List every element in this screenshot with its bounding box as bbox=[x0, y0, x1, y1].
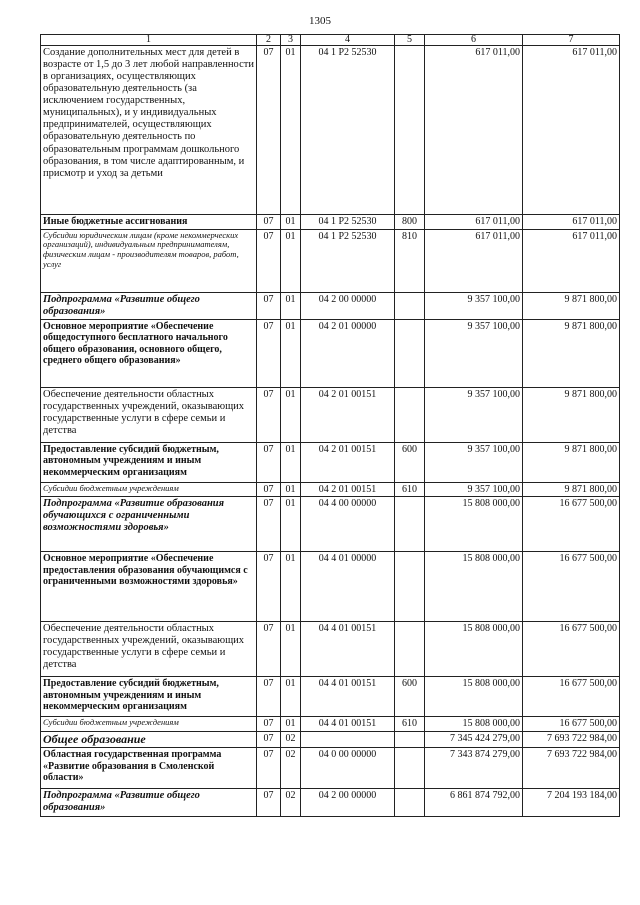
row-amount-col7: 9 871 800,00 bbox=[523, 482, 620, 497]
row-name: Подпрограмма «Развитие общего образования» bbox=[41, 789, 257, 816]
row-amount-col7: 9 871 800,00 bbox=[523, 319, 620, 387]
row-section-code: 07 bbox=[257, 677, 281, 717]
column-header: 7 bbox=[523, 35, 620, 46]
row-amount-col6: 15 808 000,00 bbox=[425, 552, 523, 622]
table-row bbox=[41, 717, 620, 732]
row-subsection-code: 01 bbox=[281, 215, 301, 230]
row-expense-type bbox=[395, 748, 425, 789]
row-target-article: 04 0 00 00000 bbox=[301, 748, 395, 789]
row-section-code: 07 bbox=[257, 789, 281, 816]
row-name: Предоставление субсидий бюджетным, автономным учреждениям и иным некоммерческим организациям bbox=[41, 677, 257, 717]
row-subsection-code: 01 bbox=[281, 387, 301, 442]
row-target-article: 04 4 01 00151 bbox=[301, 622, 395, 677]
row-section-code: 07 bbox=[257, 552, 281, 622]
table-row bbox=[41, 292, 620, 319]
row-amount-col7: 16 677 500,00 bbox=[523, 677, 620, 717]
row-name: Предоставление субсидий бюджетным, автономным учреждениям и иным некоммерческим организациям bbox=[41, 442, 257, 482]
row-target-article: 04 4 01 00151 bbox=[301, 677, 395, 717]
row-amount-col7: 16 677 500,00 bbox=[523, 717, 620, 732]
row-amount-col7: 9 871 800,00 bbox=[523, 292, 620, 319]
row-section-code: 07 bbox=[257, 748, 281, 789]
column-header: 2 bbox=[257, 35, 281, 46]
row-amount-col6: 617 011,00 bbox=[425, 46, 523, 215]
row-amount-col6: 617 011,00 bbox=[425, 229, 523, 292]
row-subsection-code: 01 bbox=[281, 442, 301, 482]
row-amount-col6: 15 808 000,00 bbox=[425, 622, 523, 677]
table-row bbox=[41, 552, 620, 622]
row-target-article: 04 2 00 00000 bbox=[301, 292, 395, 319]
row-expense-type: 600 bbox=[395, 442, 425, 482]
table-row bbox=[41, 622, 620, 677]
row-subsection-code: 01 bbox=[281, 292, 301, 319]
table-body bbox=[41, 46, 620, 817]
row-expense-type bbox=[395, 789, 425, 816]
row-amount-col6: 9 357 100,00 bbox=[425, 292, 523, 319]
row-amount-col6: 15 808 000,00 bbox=[425, 677, 523, 717]
row-expense-type: 810 bbox=[395, 229, 425, 292]
row-section-code: 07 bbox=[257, 622, 281, 677]
row-expense-type: 800 bbox=[395, 215, 425, 230]
column-header: 4 bbox=[301, 35, 395, 46]
row-subsection-code: 02 bbox=[281, 789, 301, 816]
row-target-article bbox=[301, 731, 395, 748]
row-section-code: 07 bbox=[257, 46, 281, 215]
table-row bbox=[41, 497, 620, 552]
row-section-code: 07 bbox=[257, 717, 281, 732]
row-section-code: 07 bbox=[257, 731, 281, 748]
row-subsection-code: 01 bbox=[281, 46, 301, 215]
row-section-code: 07 bbox=[257, 387, 281, 442]
row-subsection-code: 02 bbox=[281, 748, 301, 789]
row-name: Субсидии юридическим лицам (кроме некоммерческих организаций), индивидуальным предпринимателям, физическим лицам - производителям товаров, работ, услуг bbox=[41, 229, 257, 292]
row-name: Обеспечение деятельности областных государственных учреждений, оказывающих государственные услуги в сфере семьи и детства bbox=[41, 387, 257, 442]
row-expense-type: 600 bbox=[395, 677, 425, 717]
row-section-code: 07 bbox=[257, 292, 281, 319]
row-expense-type bbox=[395, 622, 425, 677]
row-amount-col7: 16 677 500,00 bbox=[523, 622, 620, 677]
row-amount-col6: 9 357 100,00 bbox=[425, 387, 523, 442]
row-amount-col6: 6 861 874 792,00 bbox=[425, 789, 523, 816]
row-amount-col6: 15 808 000,00 bbox=[425, 497, 523, 552]
row-subsection-code: 01 bbox=[281, 497, 301, 552]
row-amount-col7: 617 011,00 bbox=[523, 229, 620, 292]
table-row bbox=[41, 229, 620, 292]
row-target-article: 04 1 Р2 52530 bbox=[301, 215, 395, 230]
row-amount-col6: 9 357 100,00 bbox=[425, 442, 523, 482]
row-subsection-code: 02 bbox=[281, 731, 301, 748]
row-section-code: 07 bbox=[257, 319, 281, 387]
table-row bbox=[41, 215, 620, 230]
row-expense-type bbox=[395, 46, 425, 215]
table-row bbox=[41, 482, 620, 497]
row-subsection-code: 01 bbox=[281, 717, 301, 732]
row-target-article: 04 4 00 00000 bbox=[301, 497, 395, 552]
row-amount-col7: 7 204 193 184,00 bbox=[523, 789, 620, 816]
row-amount-col7: 7 693 722 984,00 bbox=[523, 748, 620, 789]
row-section-code: 07 bbox=[257, 229, 281, 292]
page-number: 1305 bbox=[309, 15, 331, 27]
row-target-article: 04 4 01 00000 bbox=[301, 552, 395, 622]
row-name: Областная государственная программа «Развитие образования в Смоленской области» bbox=[41, 748, 257, 789]
column-header: 1 bbox=[41, 35, 257, 46]
row-name: Подпрограмма «Развитие общего образования» bbox=[41, 292, 257, 319]
row-target-article: 04 2 00 00000 bbox=[301, 789, 395, 816]
row-subsection-code: 01 bbox=[281, 552, 301, 622]
table-row bbox=[41, 789, 620, 816]
row-amount-col7: 617 011,00 bbox=[523, 46, 620, 215]
table-row bbox=[41, 731, 620, 748]
row-target-article: 04 1 Р2 52530 bbox=[301, 229, 395, 292]
row-expense-type bbox=[395, 497, 425, 552]
row-subsection-code: 01 bbox=[281, 319, 301, 387]
column-header: 3 bbox=[281, 35, 301, 46]
table-row bbox=[41, 46, 620, 215]
row-amount-col7: 9 871 800,00 bbox=[523, 387, 620, 442]
row-amount-col7: 7 693 722 984,00 bbox=[523, 731, 620, 748]
row-name: Иные бюджетные ассигнования bbox=[41, 215, 257, 230]
row-expense-type bbox=[395, 319, 425, 387]
row-amount-col6: 617 011,00 bbox=[425, 215, 523, 230]
header-row bbox=[41, 35, 620, 46]
column-header: 5 bbox=[395, 35, 425, 46]
row-name: Основное мероприятие «Обеспечение общедоступного бесплатного начального общего образования, основного общего, среднего общего образования» bbox=[41, 319, 257, 387]
row-section-code: 07 bbox=[257, 482, 281, 497]
column-header: 6 bbox=[425, 35, 523, 46]
row-expense-type bbox=[395, 552, 425, 622]
row-section-code: 07 bbox=[257, 442, 281, 482]
row-target-article: 04 2 01 00151 bbox=[301, 482, 395, 497]
row-name: Обеспечение деятельности областных государственных учреждений, оказывающих государственные услуги в сфере семьи и детства bbox=[41, 622, 257, 677]
row-target-article: 04 1 Р2 52530 bbox=[301, 46, 395, 215]
row-name: Субсидии бюджетным учреждениям bbox=[41, 717, 257, 732]
row-expense-type: 610 bbox=[395, 482, 425, 497]
row-section-code: 07 bbox=[257, 497, 281, 552]
row-expense-type bbox=[395, 292, 425, 319]
row-expense-type: 610 bbox=[395, 717, 425, 732]
row-target-article: 04 4 01 00151 bbox=[301, 717, 395, 732]
row-name: Основное мероприятие «Обеспечение предоставления образования обучающимся с ограниченными возможностями здоровья» bbox=[41, 552, 257, 622]
row-name: Субсидии бюджетным учреждениям bbox=[41, 482, 257, 497]
table-row bbox=[41, 442, 620, 482]
row-subsection-code: 01 bbox=[281, 482, 301, 497]
row-name: Общее образование bbox=[41, 731, 257, 748]
row-amount-col6: 7 345 424 279,00 bbox=[425, 731, 523, 748]
budget-table bbox=[40, 34, 620, 817]
row-expense-type bbox=[395, 387, 425, 442]
row-amount-col7: 9 871 800,00 bbox=[523, 442, 620, 482]
row-subsection-code: 01 bbox=[281, 229, 301, 292]
row-amount-col7: 617 011,00 bbox=[523, 215, 620, 230]
row-expense-type bbox=[395, 731, 425, 748]
row-amount-col7: 16 677 500,00 bbox=[523, 552, 620, 622]
row-subsection-code: 01 bbox=[281, 622, 301, 677]
row-target-article: 04 2 01 00151 bbox=[301, 442, 395, 482]
row-amount-col6: 9 357 100,00 bbox=[425, 319, 523, 387]
table-row bbox=[41, 319, 620, 387]
row-amount-col7: 16 677 500,00 bbox=[523, 497, 620, 552]
table-row bbox=[41, 748, 620, 789]
table-row bbox=[41, 387, 620, 442]
row-amount-col6: 15 808 000,00 bbox=[425, 717, 523, 732]
row-section-code: 07 bbox=[257, 215, 281, 230]
row-name: Подпрограмма «Развитие образования обучающихся с ограниченными возможностями здоровья» bbox=[41, 497, 257, 552]
row-subsection-code: 01 bbox=[281, 677, 301, 717]
row-target-article: 04 2 01 00000 bbox=[301, 319, 395, 387]
row-amount-col6: 7 343 874 279,00 bbox=[425, 748, 523, 789]
row-name: Создание дополнительных мест для детей в возрасте от 1,5 до 3 лет любой направленности в организациях, осуществляющих образовательную деятельность (за исключением государственных, муниципальных), и у индивидуальных предпринимателей, осуществляющих образовательную деятельность по образовательным программам дошкольного образования, в том числе адаптированным, и присмотр и уход за детьми bbox=[41, 46, 257, 215]
table-row bbox=[41, 677, 620, 717]
row-amount-col6: 9 357 100,00 bbox=[425, 482, 523, 497]
row-target-article: 04 2 01 00151 bbox=[301, 387, 395, 442]
